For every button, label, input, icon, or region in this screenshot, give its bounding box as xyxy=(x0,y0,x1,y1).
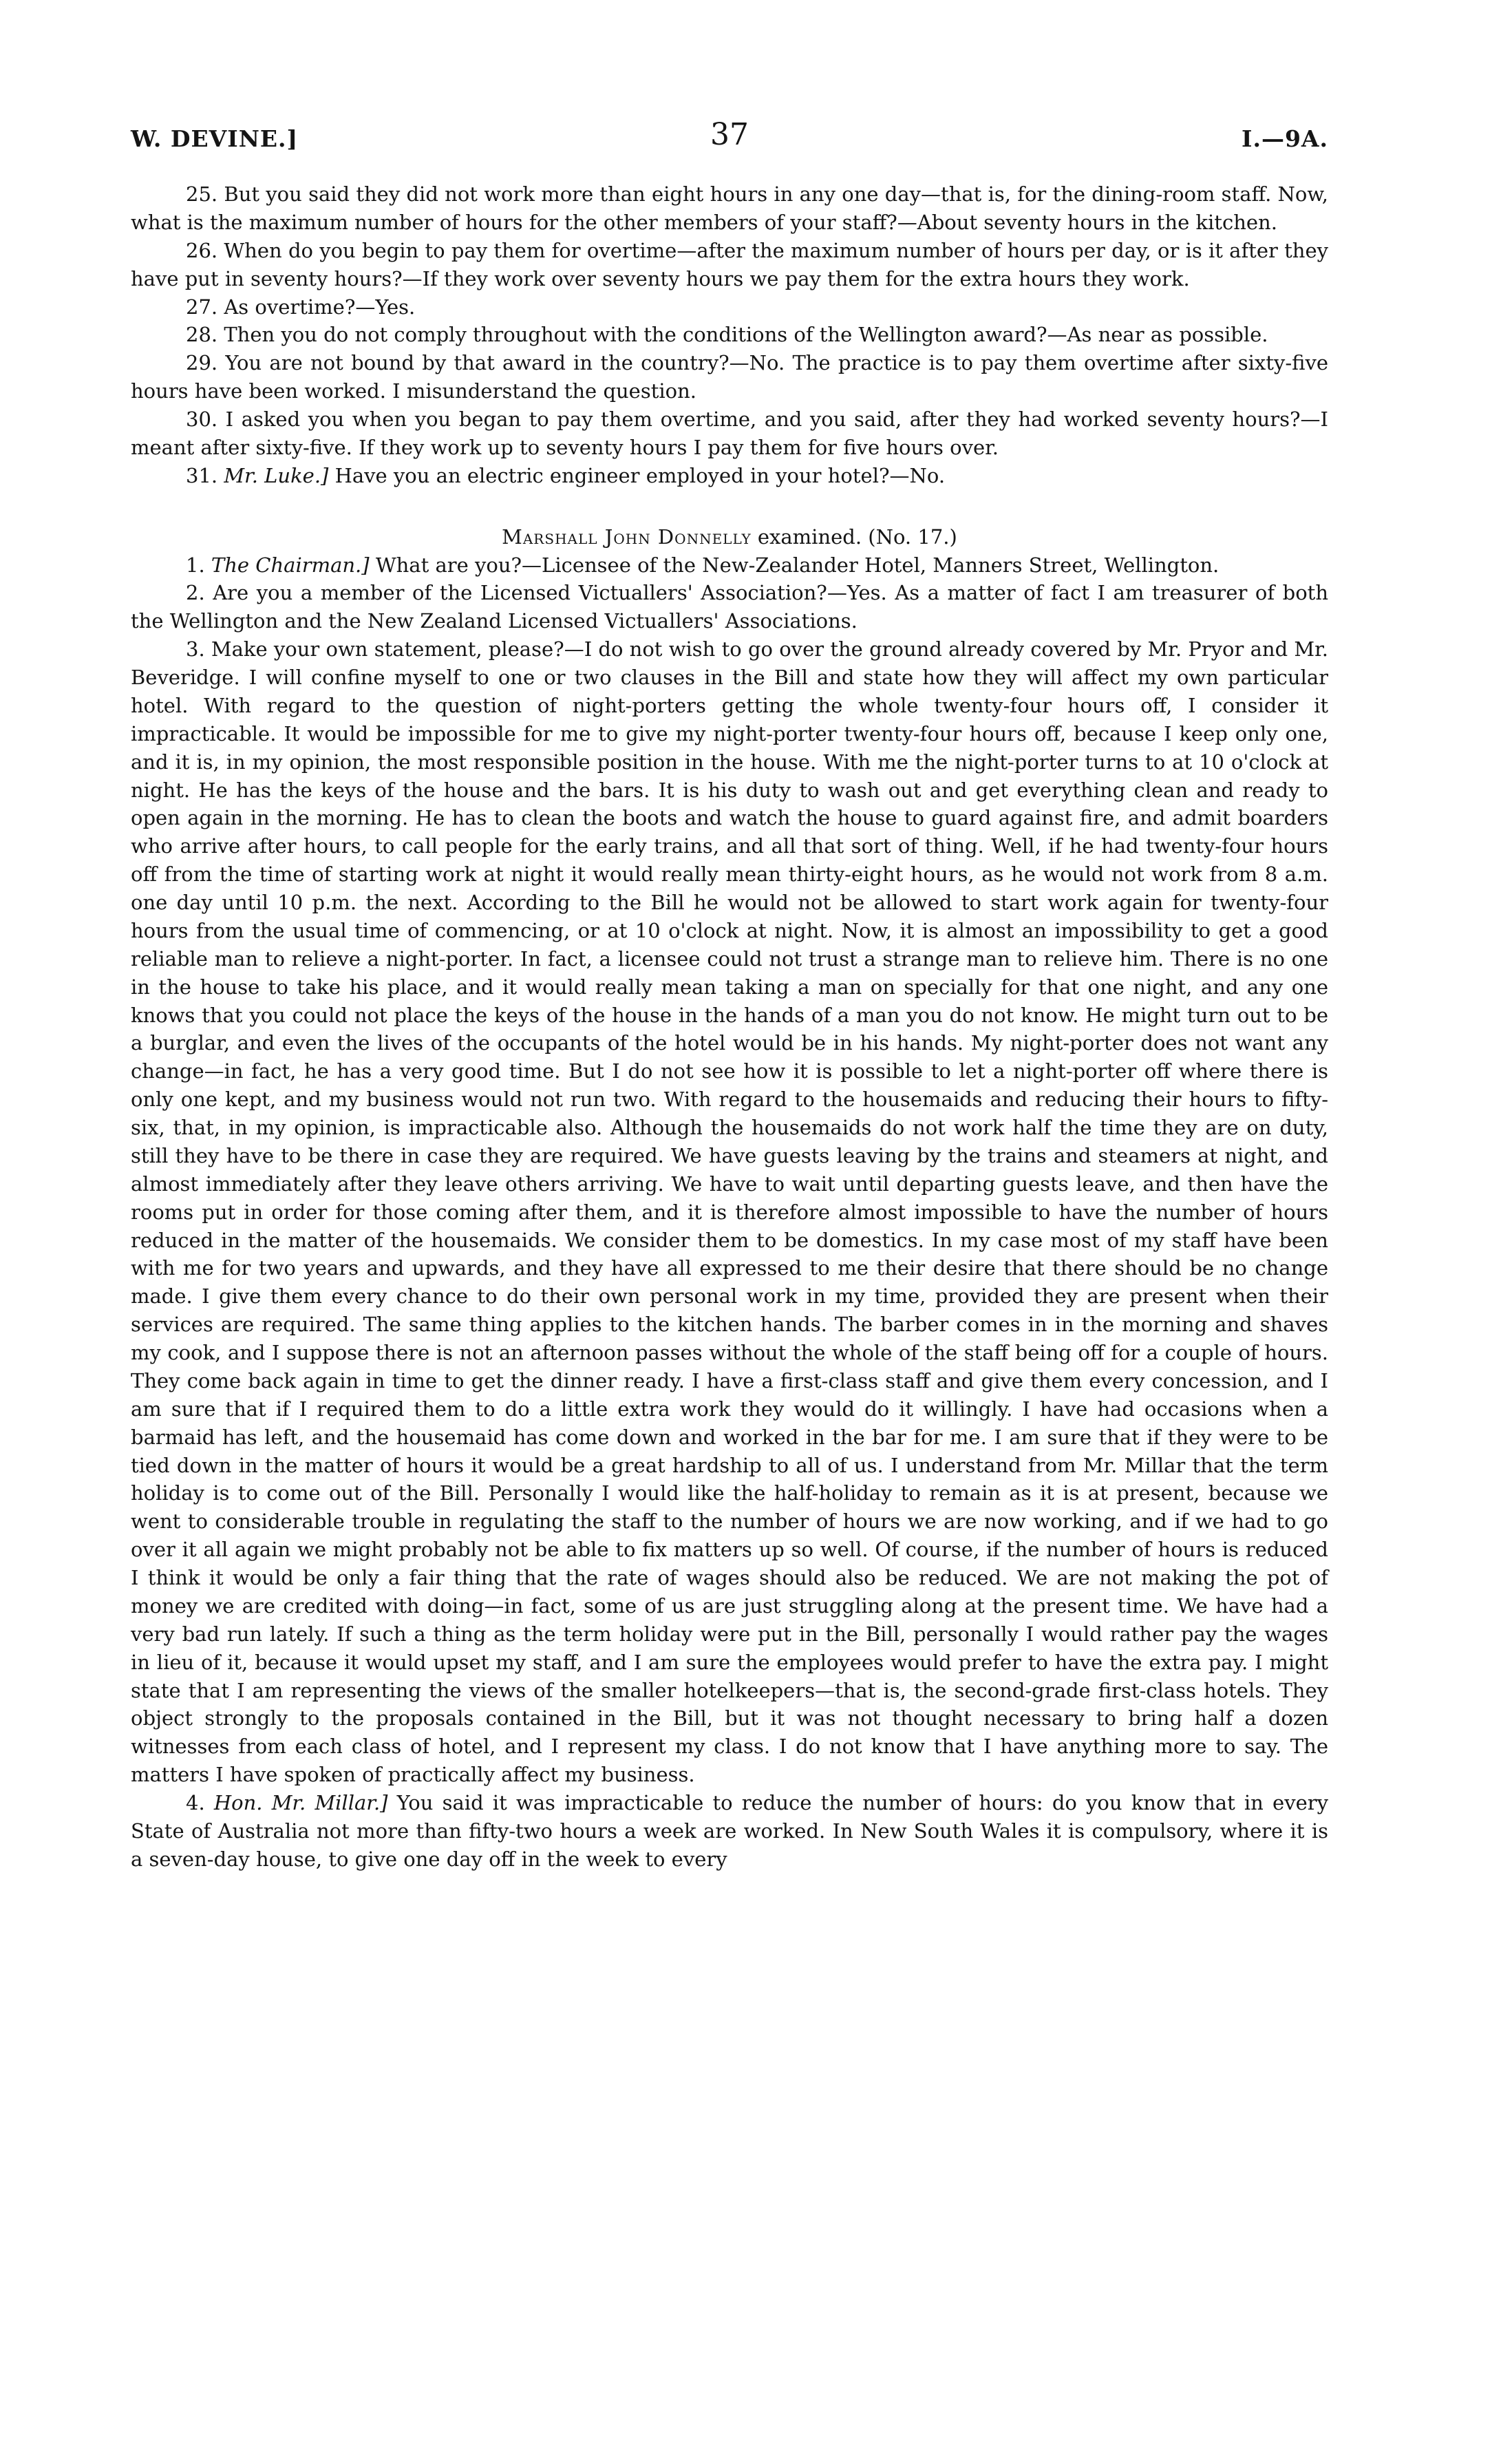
speaker: The Chairman.] xyxy=(211,553,370,577)
paragraph-31 xyxy=(131,462,1328,490)
witness-name: Marshall John Donnelly xyxy=(502,525,752,549)
header-witness: W. DEVINE.] xyxy=(131,125,299,152)
paragraph-text: Have you an electric engineer employed in your hotel?—No. xyxy=(334,463,946,487)
paragraph-29: 29. You are not bound by that award in the country?—No. The practice is to pay them overtime after sixty-five hours have been worked. I misunderstand the question. xyxy=(131,351,1328,403)
paragraph-30: 30. I asked you when you began to pay them overtime, and you said, after they had worked seventy hours?—I meant after sixty-five. If they work up to seventy hours I pay them for five hours over. xyxy=(131,407,1328,459)
paragraph-text: What are you?—Licensee of the New-Zealander Hotel, Manners Street, Wellington. xyxy=(375,553,1220,577)
section-gap xyxy=(131,490,1328,523)
header-paper-ref: I.—9A. xyxy=(1242,125,1328,152)
section-heading xyxy=(131,523,1328,551)
speaker: Mr. Luke.] xyxy=(224,463,329,487)
paragraph-26: 26. When do you begin to pay them for overtime—after the maximum number of hours per day, or is it after they have put in seventy hours?—If they work over seventy hours we pay them for the extra hours they work. xyxy=(131,238,1328,290)
paragraph-number: 1. xyxy=(186,553,205,577)
paragraph-2: 2. Are you a member of the Licensed Victuallers' Association?—Yes. As a matter of fact I am treasurer of both the Wellington and the New Zealand Licensed Victuallers' Associations. xyxy=(131,581,1328,633)
page-header xyxy=(131,117,1328,167)
paragraph-number: 4. xyxy=(186,1791,205,1814)
paragraph-28: 28. Then you do not comply throughout with the conditions of the Wellington award?—As near as possible. xyxy=(186,323,1268,347)
paragraph-number: 31. xyxy=(186,463,218,487)
paragraph-text: You said it was impracticable to reduce the number of hours: do you know that in every State of Australia not more than fifty-two hours a week are worked. In New South Wales it is compulsory, where it is a seven-day house, to give one day off in the week to every xyxy=(131,1791,1328,1871)
paragraph-25: 25. But you said they did not work more than eight hours in any one day—that is, for the dining-room staff. Now, what is the maximum number of hours for the other members of your staff?—About seventy hours in the kitchen. xyxy=(131,182,1328,234)
paragraph-4 xyxy=(131,1789,1328,1874)
section-heading-rest: examined. (No. 17.) xyxy=(757,525,957,549)
body-text xyxy=(131,180,1328,1874)
paragraph-1 xyxy=(131,551,1328,580)
paragraph-27: 27. As overtime?—Yes. xyxy=(186,295,416,319)
page-number: 37 xyxy=(710,117,749,152)
paragraph-3: 3. Make your own statement, please?—I do not wish to go over the ground already covered by Mr. Pryor and Mr. Beveridge. I will confine myself to one or two clauses in the Bill and state how they will affect my own particular hotel. With regard to the question of night-porters getting the whole twenty-four hours off, I consider it impracticable. It would be impossible for me to give my night-porter twenty-four hours off, because I keep only one, and it is, in my opinion, the most responsible position in the house. With me the night-porter turns to at 10 o'clock at night. He has the keys of the house and the bars. It is his duty to wash out and get everything clean and ready to open again in the morning. He has to clean the boots and watch the house to guard against fire, and admit boarders who arrive after hours, to call people for the early trains, and all that sort of thing. Well, if he had twenty-four hours off from the time of starting work at night it would really mean thirty-eight hours, as he would not work from 8 a.m. one day until 10 p.m. the next. According to the Bill he would not be allowed to start work again for twenty-four hours from the usual time of commencing, or at 10 o'clock at night. Now, it is almost an impossibility to get a good reliable man to relieve a night-porter. In fact, a licensee could not trust a strange man to relieve him. There is no one in the house to take his place, and it would really mean taking a man on specially for that one night, and any one knows that you could not place the keys of the house in the hands of a man you do not know. He might turn out to be a burglar, and even the lives of the occupants of the hotel would be in his hands. My night-porter does not want any change—in fact, he has a very good time. But I do not see how it is possible to let a night-porter off where there is only one kept, and my business would not run two. With regard to the housemaids and reducing their hours to fifty-six, that, in my opinion, is impracticable also. Although the housemaids do not work half the time they are on duty, still they have to be there in case they are required. We have guests leaving by the trains and steamers at night, and almost immediately after they leave others arriving. We have to wait until departing guests leave, and then have the rooms put in order for those coming after them, and it is therefore almost impossible to have the number of hours reduced in the matter of the housemaids. We consider them to be domestics. In my case most of my staff have been with me for two years and upwards, and they have all expressed to me their desire that there should be no change made. I give them every chance to do their own personal work in my time, provided they are present when their services are required. The same thing applies to the kitchen hands. The barber comes in in the morning and shaves my cook, and I suppose there is not an afternoon passes without the whole of the staff being off for a couple of hours. They come back again in time to get the dinner ready. I have a first-class staff and give them every concession, and I am sure that if I required them to do a little extra work they would do it willingly. I have had occasions when a barmaid has left, and the housemaid has come down and worked in the bar for me. I am sure that if they were to be tied down in the matter of hours it would be a great hardship to all of us. I understand from Mr. Millar that the term holiday is to come out of the Bill. Personally I would like the half-holiday to remain as it is at present, because we went to considerable trouble in regulating the staff to the number of hours we are now working, and if we had to go over it all again we might probably not be able to fix matters up so well. Of course, if the number of hours is reduced I think it would be only a fair thing that the rate of wages should also be reduced. We are not making the pot of money we are credited with doing—in fact, some of us are just struggling along at the present time. We have had a very bad run lately. If such a thing as the term holiday were put in the Bill, personally I would rather pay the wages in lieu of it, because it would upset my staff, and I am sure the employees would prefer to have the extra pay. I might state that I am representing the views of the smaller hotelkeepers—that is, the second-grade first-class hotels. They object strongly to the proposals contained in the Bill, but it was not thought necessary to bring half a dozen witnesses from each class of hotel, and I represent my class. I do not know that I have anything more to say. The matters I have spoken of practically affect my business. xyxy=(131,637,1328,1787)
speaker: Hon. Mr. Millar.] xyxy=(213,1791,388,1814)
